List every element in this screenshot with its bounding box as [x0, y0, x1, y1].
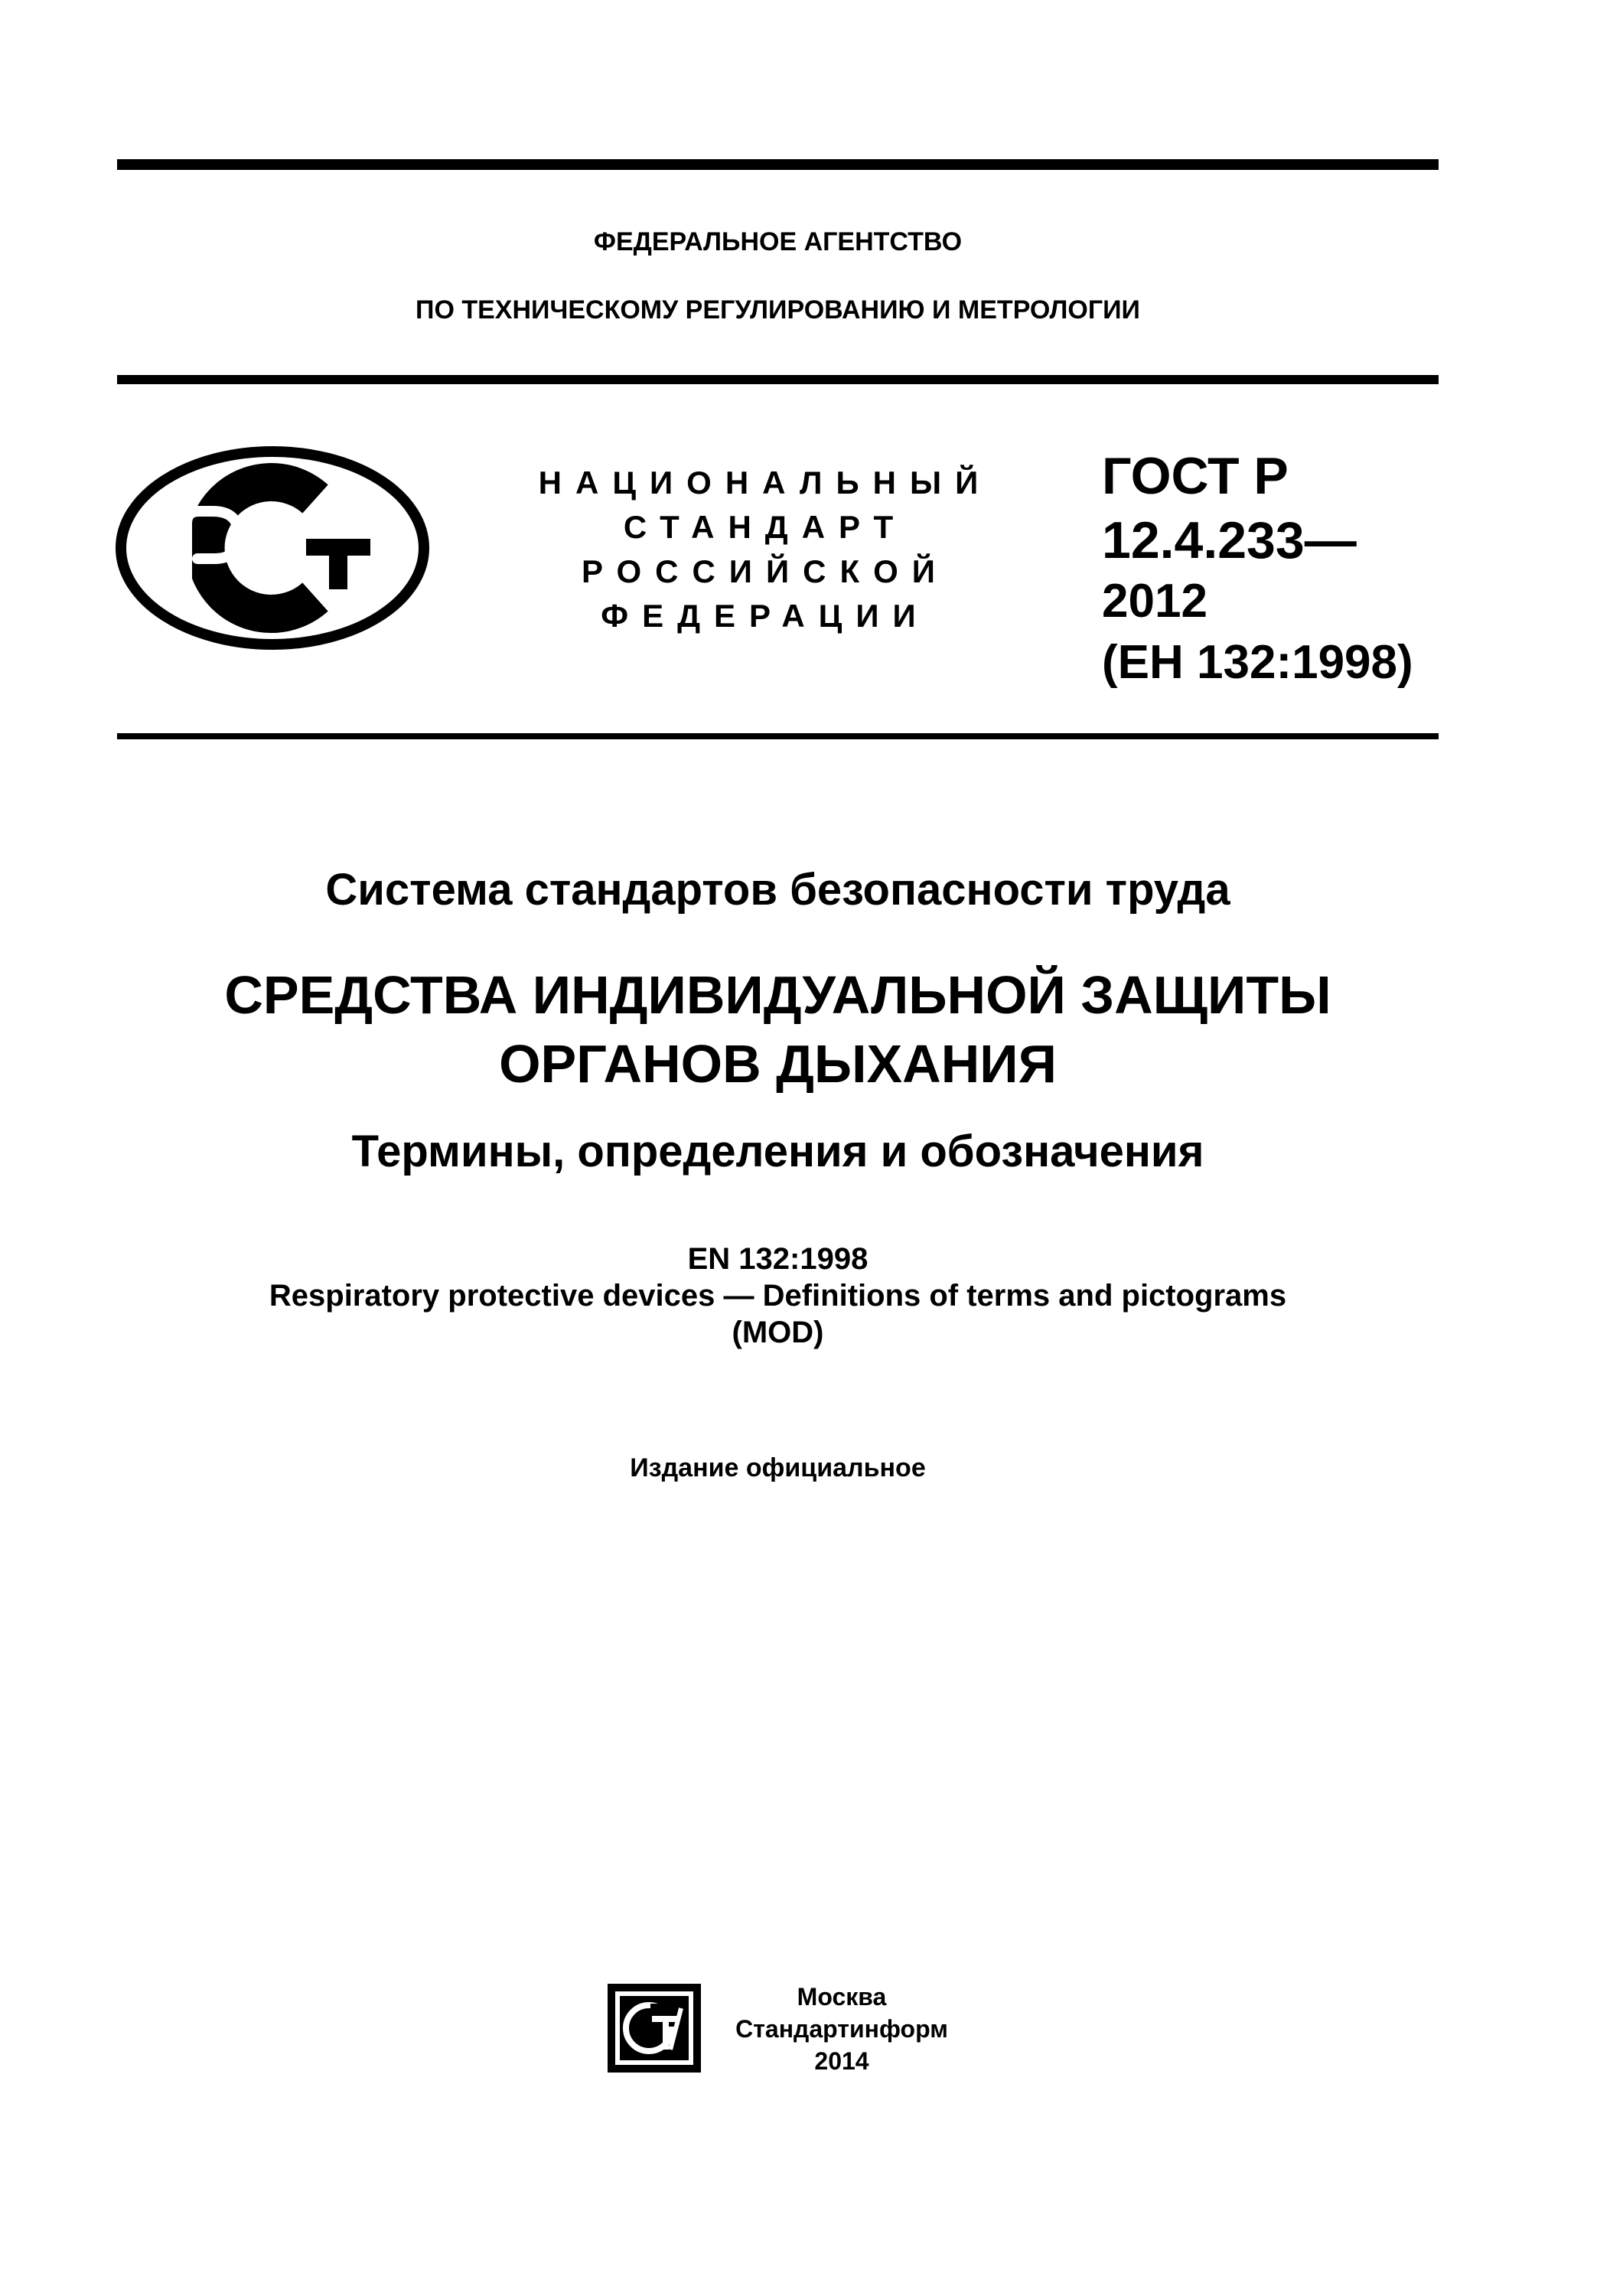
main-title-line-1: СРЕДСТВА ИНДИВИДУАЛЬНОЙ ЗАЩИТЫ: [224, 965, 1331, 1025]
subtitle: Термины, определения и обозначения: [351, 1127, 1204, 1176]
publisher-block: [727, 1981, 957, 2077]
gost-line: 2012: [1102, 575, 1207, 628]
main-title-line-2: ОРГАНОВ ДЫХАНИЯ: [499, 1034, 1057, 1094]
national-line: СТАНДАРТ: [623, 509, 908, 545]
agency-line-2: ПО ТЕХНИЧЕСКОМУ РЕГУЛИРОВАНИЮ И МЕТРОЛОГИИ: [416, 295, 1140, 325]
publisher-year: 2014: [814, 2047, 869, 2075]
en-reference-title: Respiratory protective devices — Definitions of terms and pictograms: [269, 1279, 1287, 1313]
national-line: РОССИЙСКОЙ: [582, 553, 949, 589]
top-rule: [117, 159, 1439, 170]
en-reference-modification: (MOD): [732, 1316, 824, 1349]
en-reference-id: EN 132:1998: [687, 1242, 869, 1276]
header-rule: [117, 375, 1439, 384]
gost-designation: [1102, 444, 1439, 695]
gost-line: (ЕН 132:1998): [1102, 636, 1413, 689]
standard-block-rule: [117, 733, 1439, 739]
edition-label: Издание официальное: [630, 1453, 926, 1482]
national-standard-label: [536, 461, 995, 638]
national-line: ФЕДЕРАЦИИ: [601, 598, 930, 634]
rst-certification-logo-icon: [115, 444, 430, 652]
gost-line: 12.4.233—: [1102, 511, 1357, 569]
national-line: НАЦИОНАЛЬНЫЙ: [538, 465, 992, 501]
publisher-name: Стандартинформ: [735, 2015, 948, 2043]
agency-line-1: ФЕДЕРАЛЬНОЕ АГЕНТСТВО: [593, 227, 963, 256]
publisher-city: Москва: [797, 1983, 887, 2011]
standartinform-logo-icon: [605, 1981, 704, 2076]
series-title: Система стандартов безопасности труда: [325, 865, 1230, 915]
gost-line: ГОСТ Р: [1102, 447, 1289, 505]
